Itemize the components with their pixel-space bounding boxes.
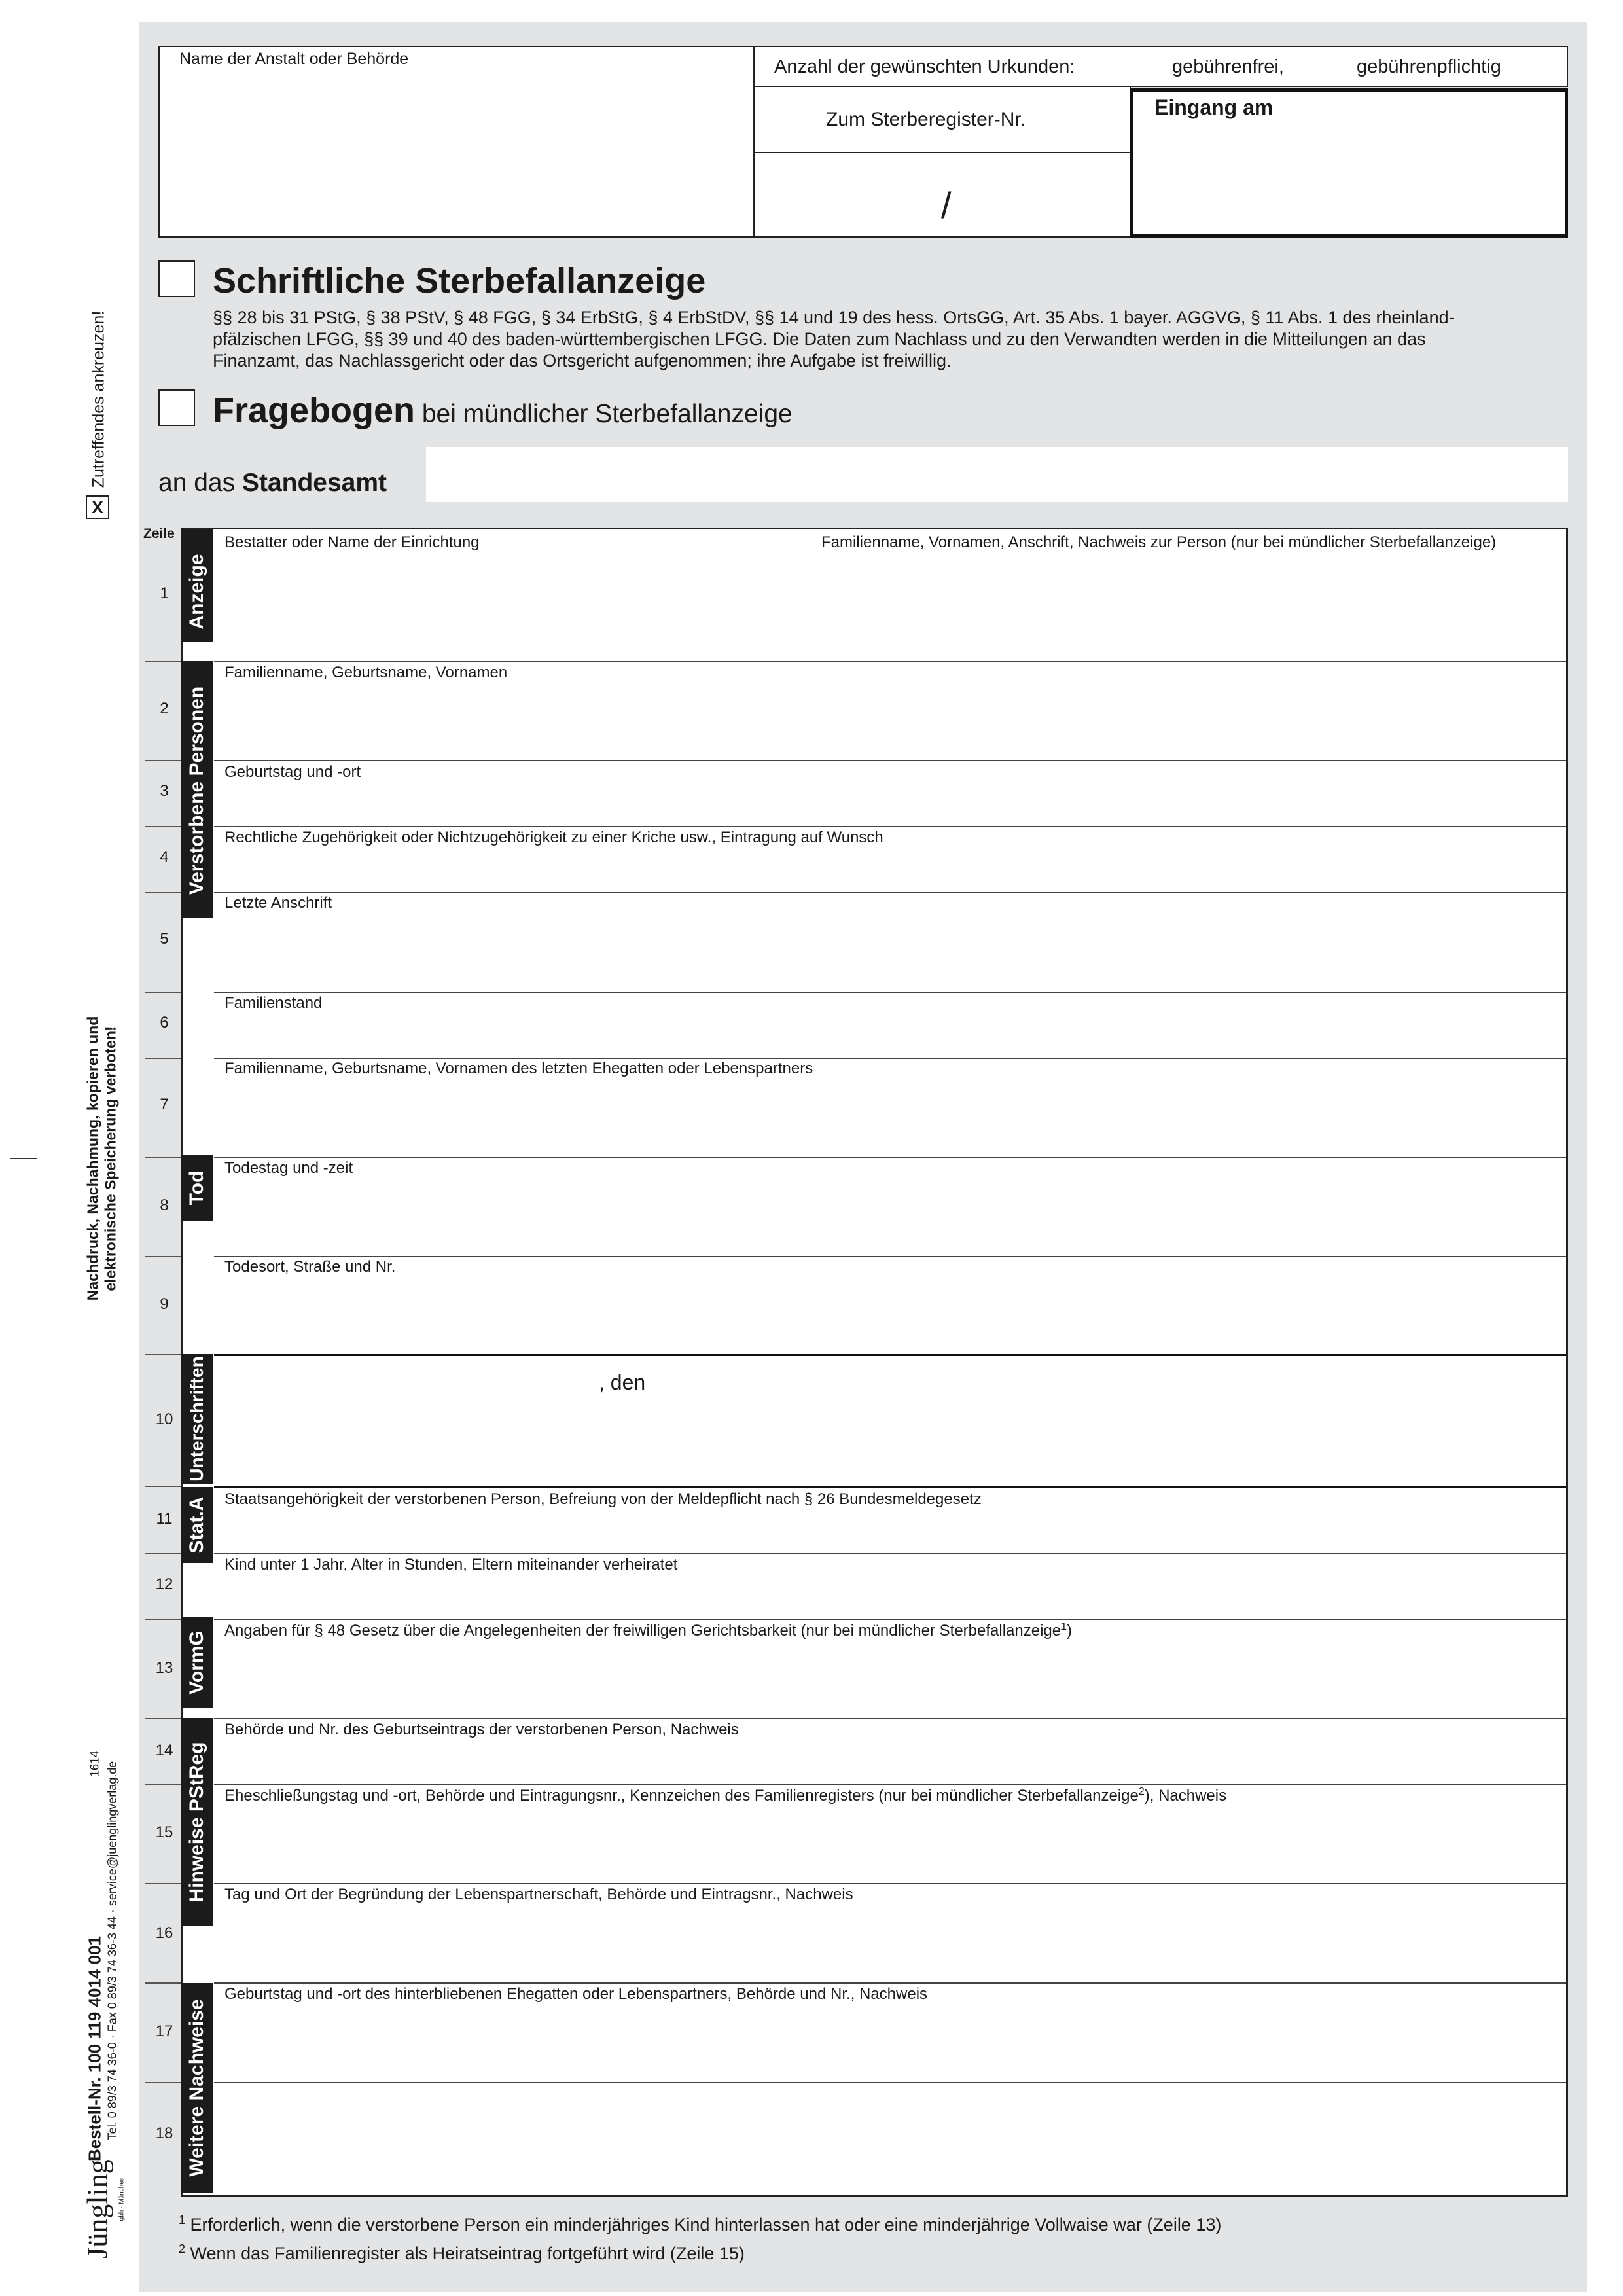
- footnote-1: [179, 2214, 1221, 2235]
- zeile-header: Zeile: [143, 526, 175, 541]
- legal-line-1: §§ 28 bis 31 PStG, § 38 PStV, § 48 FGG, § 34 ErbStG, § 4 ErbStDV, §§ 14 und 19 des hess. OrtsGG, Art. 35 Abs. 1 bayer. AGGVG, § 11 Abs. 1 des rheinland-: [213, 308, 1455, 327]
- row-label-guardianship-text: Angaben für § 48 Gesetz über die Angelegenheiten der freiwilligen Gerichtsbarkeit (nur bei mündlicher Sterbefallanzeige: [224, 1622, 1061, 1640]
- free-label: gebührenfrei,: [1172, 56, 1284, 77]
- footnote-1-number: 1: [179, 2214, 186, 2227]
- checkbox-written-report[interactable]: [158, 260, 195, 297]
- row-divider: [214, 892, 1566, 893]
- row-label-marriage-close: ), Nachweis: [1144, 1787, 1227, 1804]
- row-divider: [214, 1784, 1566, 1785]
- row-divider: [214, 760, 1566, 761]
- row-label-marriage-text: Eheschließungstag und -ort, Behörde und Eintragungsnr., Kennzeichen des Familienregisters (nur bei mündlicher Sterbefallanzeige: [224, 1787, 1139, 1804]
- row-tick: [145, 892, 181, 893]
- option2-suffix: bei mündlicher Sterbefallanzeige: [415, 400, 793, 428]
- row-divider: [214, 1619, 1566, 1620]
- copyright-line-2: elektronische Speicherung verboten!: [101, 1026, 119, 1291]
- row-tick: [145, 992, 181, 993]
- footnote-ref-1: 1: [1061, 1621, 1067, 1632]
- check-hint: Zutreffendes ankreuzen!: [89, 310, 108, 488]
- fee-label: gebührenpflichtig: [1357, 56, 1501, 77]
- row-label-child: Kind unter 1 Jahr, Alter in Stunden, Eltern miteinander verheiratet: [224, 1556, 678, 1573]
- brand-subtitle: gbh · München: [118, 2177, 126, 2221]
- row-divider: [214, 1486, 1566, 1488]
- row-number: 1: [160, 584, 169, 602]
- section-stata: Stat.A: [186, 1496, 207, 1554]
- row-number: 2: [160, 700, 169, 717]
- row-label-guardianship-close: ): [1067, 1622, 1073, 1640]
- row-divider: [214, 1256, 1566, 1257]
- option2-title: [213, 390, 793, 431]
- row-divider: [214, 1982, 1566, 1984]
- check-sample-box: X: [86, 495, 109, 519]
- row-number: 14: [155, 1742, 173, 1759]
- section-hinweise: Hinweise PStReg: [186, 1742, 207, 1903]
- register-label: Zum Sterberegister-Nr.: [826, 109, 1026, 130]
- row-divider: [214, 1883, 1566, 1884]
- footnote-2-number: 2: [179, 2242, 186, 2255]
- registry-prefix: an das: [158, 469, 242, 497]
- checkbox-questionnaire[interactable]: [158, 389, 195, 426]
- row-tick: [145, 1619, 181, 1620]
- row-number: 12: [155, 1575, 173, 1593]
- row-number: 10: [155, 1410, 173, 1428]
- section-signatures: Unterschriften: [187, 1356, 207, 1482]
- row-label-address: Letzte Anschrift: [224, 894, 332, 912]
- row-label-religion: Rechtliche Zugehörigkeit oder Nichtzugehörigkeit zu einer Kriche usw., Eintragung auf Wunsch: [224, 829, 883, 846]
- option2-title-bold: Fragebogen: [213, 391, 416, 430]
- row-tick: [145, 1718, 181, 1719]
- row-divider: [214, 1553, 1566, 1554]
- row-label-guardianship: [224, 1621, 1072, 1640]
- row-tick: [145, 826, 181, 827]
- row-label-death-place: Todesort, Straße und Nr.: [224, 1258, 396, 1276]
- row-label-marriage: [224, 1786, 1226, 1805]
- copies-label: Anzahl der gewünschten Urkunden:: [774, 56, 1075, 77]
- row-label-death-time: Todestag und -zeit: [224, 1159, 353, 1177]
- row-number: 11: [156, 1510, 173, 1528]
- row-number: 15: [155, 1823, 173, 1841]
- row-tick: [145, 1256, 181, 1257]
- row-label-surviving-spouse: Geburtstag und -ort des hinterbliebenen Ehegatten oder Lebenspartners, Behörde und Nr., Nachweis: [224, 1985, 928, 2003]
- row-label-marital-status: Familienstand: [224, 994, 323, 1012]
- row-divider: [214, 1157, 1566, 1158]
- fold-mark: [10, 1158, 37, 1159]
- section-tod: Tod: [186, 1170, 207, 1206]
- row-label-birth: Geburtstag und -ort: [224, 763, 361, 781]
- main-table: [181, 528, 1568, 2197]
- row-number: 17: [155, 2022, 173, 2040]
- copyright-line-1: Nachdruck, Nachahmung, kopieren und: [84, 1016, 101, 1301]
- row-number: 5: [160, 930, 169, 948]
- row-number: 16: [155, 1924, 173, 1942]
- row-number: 6: [160, 1014, 169, 1031]
- row-tick: [145, 1784, 181, 1785]
- row-divider: [214, 826, 1566, 827]
- footnote-1-text: Erforderlich, wenn die verstorbene Person ein minderjähriges Kind hinterlassen hat oder eine minderjährige Vollwaise war (Zeile 13): [190, 2215, 1222, 2234]
- registry-office-input[interactable]: [426, 447, 1568, 502]
- row-divider: [214, 661, 1566, 662]
- footnote-2-text: Wenn das Familienregister als Heiratseintrag fortgeführt wird (Zeile 15): [190, 2244, 745, 2263]
- row-tick: [145, 1354, 181, 1355]
- row-tick: [145, 1058, 181, 1059]
- authority-field[interactable]: [158, 46, 755, 238]
- row-label-nationality: Staatsangehörigkeit der verstorbenen Person, Befreiung von der Meldepflicht nach § 26 Bundesmeldegesetz: [224, 1490, 982, 1508]
- legal-line-3: Finanzamt, das Nachlassgericht oder das Ortsgericht aufgenommen; ihre Aufgabe ist freiwillig.: [213, 351, 952, 370]
- row-divider: [214, 992, 1566, 993]
- row-tick: [145, 1883, 181, 1884]
- row-tick: [145, 661, 181, 662]
- section-persons: Verstorbene Personen: [186, 686, 207, 895]
- received-label: Eingang am: [1154, 96, 1274, 119]
- authority-label: Name der Anstalt oder Behörde: [179, 50, 409, 68]
- row-tick: [145, 1982, 181, 1984]
- row-label-undertaker: Bestatter oder Name der Einrichtung: [224, 533, 480, 551]
- received-field[interactable]: [1130, 88, 1568, 238]
- register-slash: /: [941, 185, 952, 226]
- row-divider: [214, 1718, 1566, 1719]
- row-label-birth-registry: Behörde und Nr. des Geburtseintrags der verstorbenen Person, Nachweis: [224, 1721, 739, 1738]
- section-weitere: Weitere Nachweise: [186, 1999, 207, 2177]
- row-tick: [145, 2082, 181, 2083]
- copies-row: [753, 46, 1568, 87]
- registry-office-label: [158, 469, 387, 497]
- row-label-spouse: Familienname, Geburtsname, Vornamen des letzten Ehegatten oder Lebenspartners: [224, 1060, 813, 1077]
- row-number: 13: [155, 1659, 173, 1677]
- row-divider: [214, 1354, 1566, 1356]
- brand-logo: Jüngling: [81, 2159, 114, 2259]
- row-number: 7: [160, 1096, 169, 1113]
- contact-info: Tel. 0 89/3 74 36-0 · Fax 0 89/3 74 36-3 44 · service@juenglingverlag.de: [105, 1761, 119, 2140]
- row-divider: [214, 2082, 1566, 2083]
- option1-title: Schriftliche Sterbefallanzeige: [213, 261, 706, 300]
- section-anzeige: Anzeige: [186, 554, 207, 630]
- row-tick: [145, 760, 181, 761]
- footnote-2: [179, 2242, 745, 2264]
- register-divider: [755, 152, 1130, 153]
- row-tick: [145, 1157, 181, 1158]
- form-code: 1614: [88, 1750, 101, 1778]
- section-vormg: VormG: [186, 1630, 207, 1695]
- row-number: 4: [160, 848, 169, 866]
- footnote-ref-2: 2: [1138, 1786, 1145, 1797]
- row-label-partnership: Tag und Ort der Begründung der Lebenspartnerschaft, Behörde und Eintragsnr., Nachweis: [224, 1886, 853, 1903]
- row-label-reporter: Familienname, Vornamen, Anschrift, Nachweis zur Person (nur bei mündlicher Sterbefallanzeige): [821, 533, 1497, 551]
- order-number: Bestell-Nr. 100 119 4014 001: [84, 1935, 105, 2162]
- row-label-signature-date: , den: [599, 1371, 646, 1394]
- row-tick: [145, 1553, 181, 1554]
- row-number: 3: [160, 782, 169, 800]
- row-number: 9: [160, 1295, 169, 1313]
- row-tick: [145, 1486, 181, 1487]
- register-number-field[interactable]: [753, 86, 1131, 238]
- row-divider: [214, 1058, 1566, 1059]
- row-number: 18: [155, 2125, 173, 2142]
- row-number: 8: [160, 1196, 169, 1214]
- row-label-name: Familienname, Geburtsname, Vornamen: [224, 664, 508, 681]
- legal-line-2: pfälzischen LFGG, §§ 39 und 40 des baden-württembergischen LFGG. Die Daten zum Nachlass und zu den Verwandten werden in die Mitteilungen an das: [213, 329, 1426, 349]
- registry-bold: Standesamt: [241, 469, 387, 497]
